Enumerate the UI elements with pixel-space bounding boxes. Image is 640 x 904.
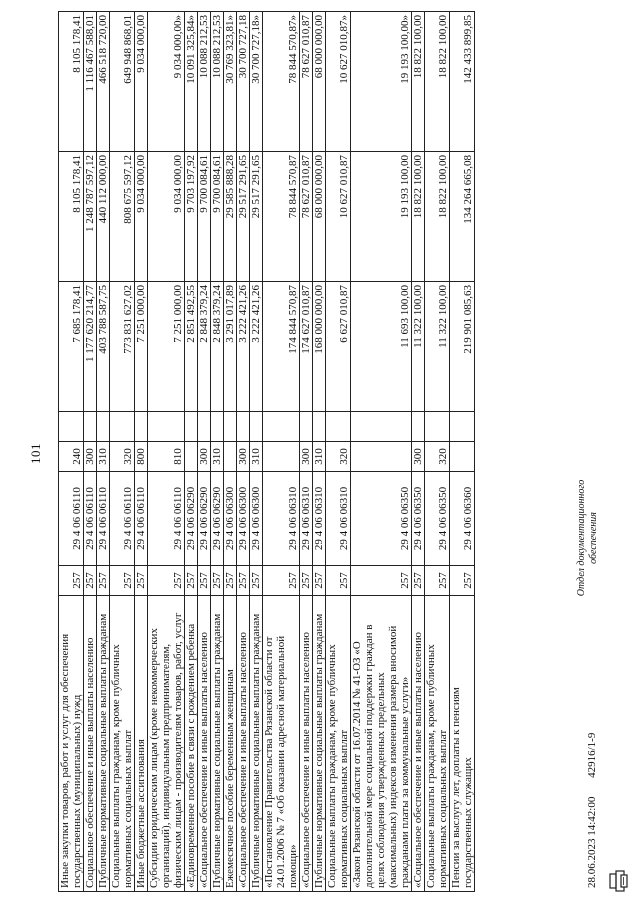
row-code: 257 <box>185 566 198 596</box>
row-extra-code <box>97 412 110 442</box>
table-row <box>313 12 326 892</box>
row-value-year2: 8 105 178,41 <box>59 152 84 282</box>
department-signature: Отдел документационного обеспечения <box>576 479 599 597</box>
row-value-year2: 808 675 597,12 <box>110 152 135 282</box>
row-value-year3: 30 700 727,18 <box>237 12 250 152</box>
row-name: Пенсии за выслугу лет, доплаты к пенсиям государственных служащих <box>450 596 475 892</box>
row-extra-code <box>185 412 198 442</box>
row-extra-code <box>148 412 185 442</box>
row-value-year1: 3 222 421,26 <box>250 282 263 412</box>
row-name: Социальные выплаты гражданам, кроме публичных нормативных социальных выплат <box>326 596 351 892</box>
table-row <box>412 12 425 892</box>
row-value-year2: 9 700 084,61 <box>211 152 224 282</box>
table-row <box>135 12 148 892</box>
row-code: 257 <box>224 566 237 596</box>
row-value-year1: 7 251 000,00 <box>148 282 185 412</box>
table-row <box>97 12 110 892</box>
row-value-year1: 1 177 620 214,77 <box>84 282 97 412</box>
row-value-year2: 1 248 787 597,12 <box>84 152 97 282</box>
table-row <box>224 12 237 892</box>
row-name: Ежемесячное пособие беременным женщинам <box>224 596 237 892</box>
table-row <box>263 12 300 892</box>
row-name: Иные бюджетные ассигнования <box>135 596 148 892</box>
row-extra-code <box>250 412 263 442</box>
row-expense-type: 300 <box>412 442 425 472</box>
row-target-article: 29 4 06 06300 <box>250 472 263 566</box>
row-value-year3: 1 116 467 588,01 <box>84 12 97 152</box>
row-code: 257 <box>351 566 412 596</box>
row-value-year2: 9 703 197,92 <box>185 152 198 282</box>
row-expense-type <box>224 442 237 472</box>
row-value-year2: 440 112 000,00 <box>97 152 110 282</box>
row-code: 257 <box>237 566 250 596</box>
row-value-year3: 9 034 000,00 <box>135 12 148 152</box>
row-name: «Социальное обеспечение и иные выплаты населению <box>198 596 211 892</box>
row-expense-type: 300 <box>84 442 97 472</box>
row-value-year3: 78 627 010,87 <box>300 12 313 152</box>
table-row <box>185 12 198 892</box>
row-value-year1: 7 251 000,00 <box>135 282 148 412</box>
row-name: Публичные нормативные социальные выплаты гражданам <box>313 596 326 892</box>
row-code: 257 <box>110 566 135 596</box>
row-extra-code <box>351 412 412 442</box>
row-expense-type: 300 <box>198 442 211 472</box>
page-number: 101 <box>28 443 43 464</box>
row-name: Иные закупки товаров, работ и услуг для обеспечения государственных (муниципальных) нужд <box>59 596 84 892</box>
footer-datetime: 28.06.2023 14:42:00 <box>586 796 598 888</box>
row-code: 257 <box>135 566 148 596</box>
row-value-year2: 9 034 000,00 <box>135 152 148 282</box>
row-target-article: 29 4 06 06110 <box>148 472 185 566</box>
row-value-year1: 403 788 587,75 <box>97 282 110 412</box>
row-extra-code <box>59 412 84 442</box>
row-value-year2: 18 822 100,00 <box>412 152 425 282</box>
row-name: Субсидии юридическим лицам (кроме некоммерческих организаций), индивидуальным предпринимателям, физическим лицам - производителям товаров, работ, услуг <box>148 596 185 892</box>
row-extra-code <box>263 412 300 442</box>
row-expense-type: 810 <box>148 442 185 472</box>
table-row <box>84 12 97 892</box>
row-target-article: 29 4 06 06110 <box>84 472 97 566</box>
row-name: «Единовременное пособие в связи с рождением ребенка <box>185 596 198 892</box>
row-value-year3: 30 769 323,81» <box>224 12 237 152</box>
printer-stamp-icon <box>608 870 628 892</box>
budget-table <box>58 11 475 892</box>
row-target-article: 29 4 06 06290 <box>198 472 211 566</box>
row-value-year3: 19 193 100,00» <box>351 12 412 152</box>
row-expense-type <box>351 442 412 472</box>
row-expense-type: 800 <box>135 442 148 472</box>
row-value-year1: 773 831 627,02 <box>110 282 135 412</box>
row-expense-type <box>185 442 198 472</box>
table-row <box>211 12 224 892</box>
row-name: Публичные нормативные социальные выплаты гражданам <box>211 596 224 892</box>
row-extra-code <box>237 412 250 442</box>
row-value-year1: 11 322 100,00 <box>412 282 425 412</box>
row-target-article: 29 4 06 06350 <box>412 472 425 566</box>
table-row <box>198 12 211 892</box>
table-row <box>110 12 135 892</box>
row-value-year1: 7 685 178,41 <box>59 282 84 412</box>
row-expense-type <box>450 442 475 472</box>
row-expense-type: 320 <box>425 442 450 472</box>
table-row <box>300 12 313 892</box>
row-value-year1: 174 844 570,87 <box>263 282 300 412</box>
row-target-article: 29 4 06 06110 <box>97 472 110 566</box>
row-value-year3: 10 091 325,84» <box>185 12 198 152</box>
row-value-year3: 68 000 000,00 <box>313 12 326 152</box>
row-extra-code <box>135 412 148 442</box>
row-value-year2: 29 517 291,65 <box>250 152 263 282</box>
row-code: 257 <box>450 566 475 596</box>
row-target-article: 29 4 06 06110 <box>59 472 84 566</box>
table-row <box>148 12 185 892</box>
row-value-year1: 6 627 010,87 <box>326 282 351 412</box>
row-value-year3: 10 088 212,53 <box>198 12 211 152</box>
row-target-article: 29 4 06 06360 <box>450 472 475 566</box>
row-code: 257 <box>84 566 97 596</box>
row-value-year2: 19 193 100,00 <box>351 152 412 282</box>
row-extra-code <box>425 412 450 442</box>
row-value-year1: 11 322 100,00 <box>425 282 450 412</box>
row-name: «Постановление Правительства Рязанской области от 24.01.2006 № 7 «Об оказании адресной материальной помощи» <box>263 596 300 892</box>
row-value-year1: 174 627 010,87 <box>300 282 313 412</box>
table-row <box>326 12 351 892</box>
row-extra-code <box>450 412 475 442</box>
row-value-year2: 9 700 084,61 <box>198 152 211 282</box>
row-name: Публичные нормативные социальные выплаты гражданам <box>250 596 263 892</box>
table-row <box>425 12 450 892</box>
row-value-year3: 9 034 000,00» <box>148 12 185 152</box>
row-expense-type: 240 <box>59 442 84 472</box>
row-code: 257 <box>198 566 211 596</box>
row-value-year1: 3 222 421,26 <box>237 282 250 412</box>
row-extra-code <box>224 412 237 442</box>
row-name: «Социальное обеспечение и иные выплаты населению <box>300 596 313 892</box>
table-row <box>237 12 250 892</box>
row-code: 257 <box>313 566 326 596</box>
row-expense-type: 310 <box>97 442 110 472</box>
row-target-article: 29 4 06 06350 <box>351 472 412 566</box>
row-value-year2: 78 627 010,87 <box>300 152 313 282</box>
row-extra-code <box>300 412 313 442</box>
row-value-year1: 168 000 000,00 <box>313 282 326 412</box>
row-value-year3: 78 844 570,87» <box>263 12 300 152</box>
row-code: 257 <box>326 566 351 596</box>
row-value-year1: 219 901 085,63 <box>450 282 475 412</box>
row-value-year2: 29 517 291,65 <box>237 152 250 282</box>
row-value-year3: 10 088 212,53 <box>211 12 224 152</box>
row-target-article: 29 4 06 06310 <box>263 472 300 566</box>
row-expense-type: 310 <box>211 442 224 472</box>
row-value-year1: 3 291 017,89 <box>224 282 237 412</box>
table-row <box>351 12 412 892</box>
row-value-year2: 29 585 888,28 <box>224 152 237 282</box>
row-expense-type <box>263 442 300 472</box>
row-code: 257 <box>300 566 313 596</box>
row-name: Социальные выплаты гражданам, кроме публичных нормативных социальных выплат <box>425 596 450 892</box>
row-extra-code <box>313 412 326 442</box>
row-value-year3: 30 700 727,18» <box>250 12 263 152</box>
row-value-year3: 142 433 899,85 <box>450 12 475 152</box>
row-name: Социальные выплаты гражданам, кроме публичных нормативных социальных выплат <box>110 596 135 892</box>
row-extra-code <box>211 412 224 442</box>
row-target-article: 29 4 06 06110 <box>135 472 148 566</box>
row-extra-code <box>412 412 425 442</box>
row-name: «Социальное обеспечение и иные выплаты населению <box>237 596 250 892</box>
table-row <box>250 12 263 892</box>
row-expense-type: 320 <box>326 442 351 472</box>
row-target-article: 29 4 06 06350 <box>425 472 450 566</box>
row-code: 257 <box>250 566 263 596</box>
row-code: 257 <box>59 566 84 596</box>
row-name: Публичные нормативные социальные выплаты гражданам <box>97 596 110 892</box>
row-value-year3: 18 822 100,00 <box>425 12 450 152</box>
row-expense-type: 310 <box>250 442 263 472</box>
table-row <box>450 12 475 892</box>
row-value-year1: 2 851 492,55 <box>185 282 198 412</box>
row-target-article: 29 4 06 06310 <box>300 472 313 566</box>
row-value-year3: 8 105 178,41 <box>59 12 84 152</box>
row-value-year1: 2 848 379,24 <box>198 282 211 412</box>
row-code: 257 <box>211 566 224 596</box>
row-value-year2: 10 627 010,87 <box>326 152 351 282</box>
row-value-year1: 11 693 100,00 <box>351 282 412 412</box>
row-target-article: 29 4 06 06110 <box>110 472 135 566</box>
row-target-article: 29 4 06 06310 <box>313 472 326 566</box>
row-extra-code <box>326 412 351 442</box>
row-code: 257 <box>263 566 300 596</box>
row-target-article: 29 4 06 06290 <box>211 472 224 566</box>
row-target-article: 29 4 06 06300 <box>237 472 250 566</box>
row-target-article: 29 4 06 06310 <box>326 472 351 566</box>
row-name: Социальное обеспечение и иные выплаты населению <box>84 596 97 892</box>
row-name: «Закон Рязанской области от 16.07.2014 № 41-ОЗ «О дополнительной мере социальной поддержки граждан в целях соблюдения утвержденных предельных (максимальных) индексов изменения размера вносимой гражданами платы за коммунальные услуги» <box>351 596 412 892</box>
row-target-article: 29 4 06 06300 <box>224 472 237 566</box>
table-row <box>59 12 84 892</box>
budget-table-body <box>59 12 475 892</box>
row-value-year2: 78 844 570,87 <box>263 152 300 282</box>
row-extra-code <box>110 412 135 442</box>
row-value-year2: 18 822 100,00 <box>425 152 450 282</box>
row-value-year2: 9 034 000,00 <box>148 152 185 282</box>
row-value-year2: 68 000 000,00 <box>313 152 326 282</box>
row-value-year3: 18 822 100,00 <box>412 12 425 152</box>
footer-doc-id: 42916/1-9 <box>586 732 598 778</box>
row-extra-code <box>84 412 97 442</box>
row-value-year3: 649 948 868,01 <box>110 12 135 152</box>
row-name: «Социальное обеспечение и иные выплаты населению <box>412 596 425 892</box>
row-target-article: 29 4 06 06290 <box>185 472 198 566</box>
row-expense-type: 300 <box>300 442 313 472</box>
row-code: 257 <box>97 566 110 596</box>
row-value-year3: 466 518 720,00 <box>97 12 110 152</box>
row-expense-type: 320 <box>110 442 135 472</box>
row-code: 257 <box>412 566 425 596</box>
row-value-year1: 2 848 379,24 <box>211 282 224 412</box>
row-expense-type: 310 <box>313 442 326 472</box>
row-extra-code <box>198 412 211 442</box>
row-code: 257 <box>425 566 450 596</box>
document-footer <box>586 717 598 888</box>
row-value-year3: 10 627 010,87» <box>326 12 351 152</box>
row-value-year2: 134 264 665,08 <box>450 152 475 282</box>
row-code: 257 <box>148 566 185 596</box>
row-expense-type: 300 <box>237 442 250 472</box>
